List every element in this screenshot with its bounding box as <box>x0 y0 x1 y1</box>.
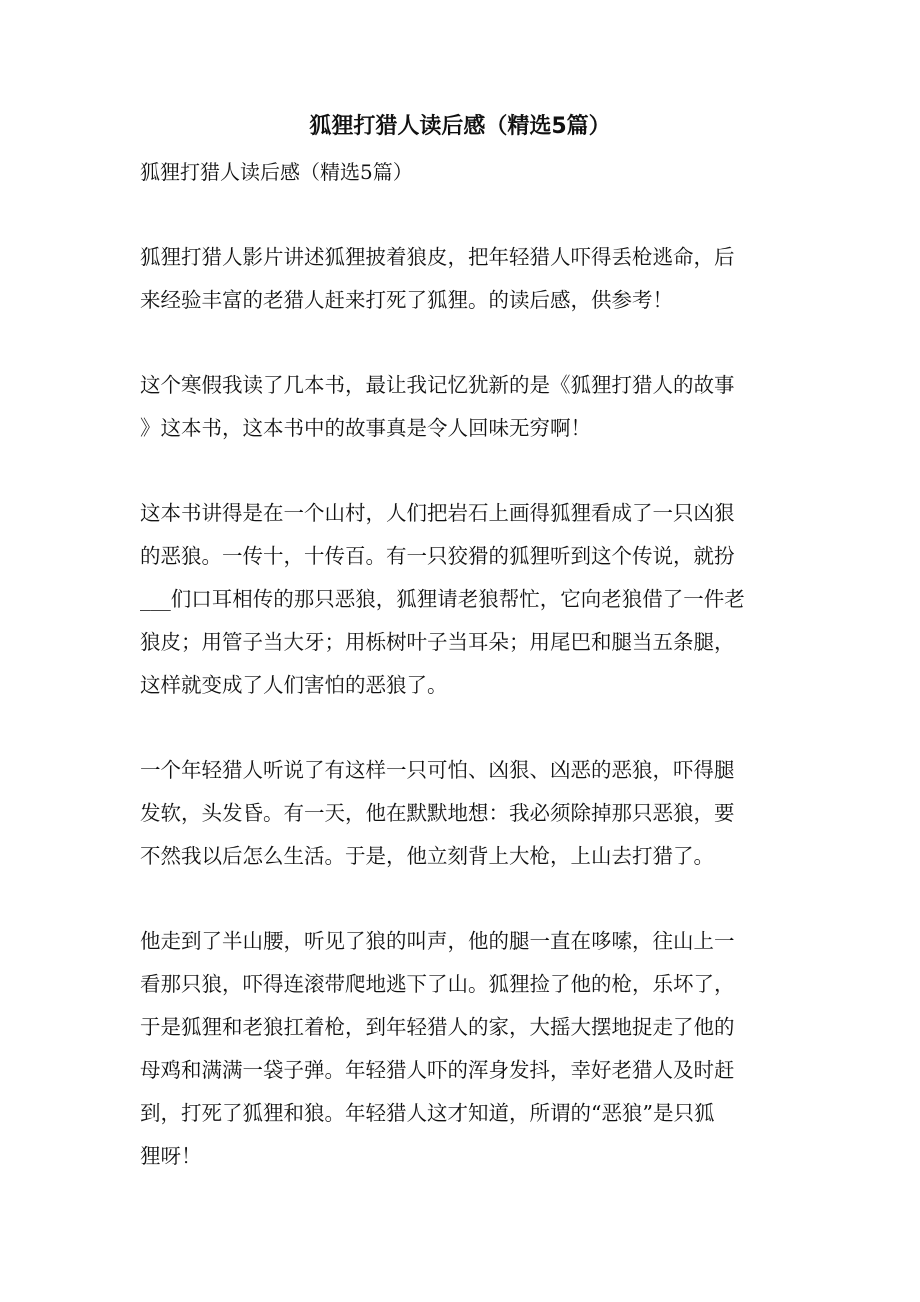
paragraph <box>140 364 790 450</box>
paragraph-line: 狼皮；用管子当大牙；用栎树叶子当耳朵；用尾巴和腿当五条腿， <box>140 630 735 654</box>
paragraph-line: 到，打死了狐狸和狼。年轻猎人这才知道，所谓的“恶狼”是只狐 <box>140 1101 715 1125</box>
paragraph-line: 不然我以后怎么生活。于是，他立刻背上大枪，上山去打猎了。 <box>140 844 714 868</box>
paragraph-line: 》这本书，这本书中的故事真是令人回味无穷啊！ <box>140 416 591 440</box>
paragraph-line: 看那只狼，吓得连滚带爬地逃下了山。狐狸捡了他的枪，乐坏了， <box>140 972 735 996</box>
paragraph-line: 他走到了半山腰，听见了狼的叫声，他的腿一直在哆嗦，往山上一 <box>140 929 735 953</box>
paragraph-line: 一个年轻猎人听说了有这样一只可怕、凶狠、凶恶的恶狼，吓得腿 <box>140 758 735 782</box>
paragraph <box>140 492 790 707</box>
paragraph <box>140 920 790 1178</box>
document-body <box>140 236 790 1220</box>
paragraph-line: 狐狸打猎人影片讲述狐狸披着狼皮，把年轻猎人吓得丢枪逃命，后 <box>140 245 735 269</box>
paragraph-line: ___们口耳相传的那只恶狼，狐狸请老狼帮忙，它向老狼借了一件老 <box>140 587 745 611</box>
paragraph-line: 的恶狼。一传十，十传百。有一只狡猾的狐狸听到这个传说，就扮 <box>140 544 735 568</box>
document-subtitle: 狐狸打猎人读后感（精选5篇） <box>140 160 413 184</box>
paragraph-line: 发软，头发昏。有一天，他在默默地想：我必须除掉那只恶狼，要 <box>140 801 735 825</box>
paragraph <box>140 749 790 878</box>
paragraph-line: 这个寒假我读了几本书，最让我记忆犹新的是《狐狸打猎人的故事 <box>140 373 735 397</box>
document-title: 狐狸打猎人读后感（精选5篇） <box>309 114 611 139</box>
paragraph-line: 来经验丰富的老猎人赶来打死了狐狸。的读后感，供参考！ <box>140 288 673 312</box>
paragraph-line: 狸呀！ <box>140 1144 202 1168</box>
paragraph-line: 于是狐狸和老狼扛着枪，到年轻猎人的家，大摇大摆地捉走了他的 <box>140 1015 735 1039</box>
paragraph-line: 母鸡和满满一袋子弹。年轻猎人吓的浑身发抖，幸好老猎人及时赶 <box>140 1058 735 1082</box>
paragraph <box>140 236 790 322</box>
paragraph-line: 这样就变成了人们害怕的恶狼了。 <box>140 673 448 697</box>
paragraph-line: 这本书讲得是在一个山村，人们把岩石上画得狐狸看成了一只凶狠 <box>140 501 735 525</box>
